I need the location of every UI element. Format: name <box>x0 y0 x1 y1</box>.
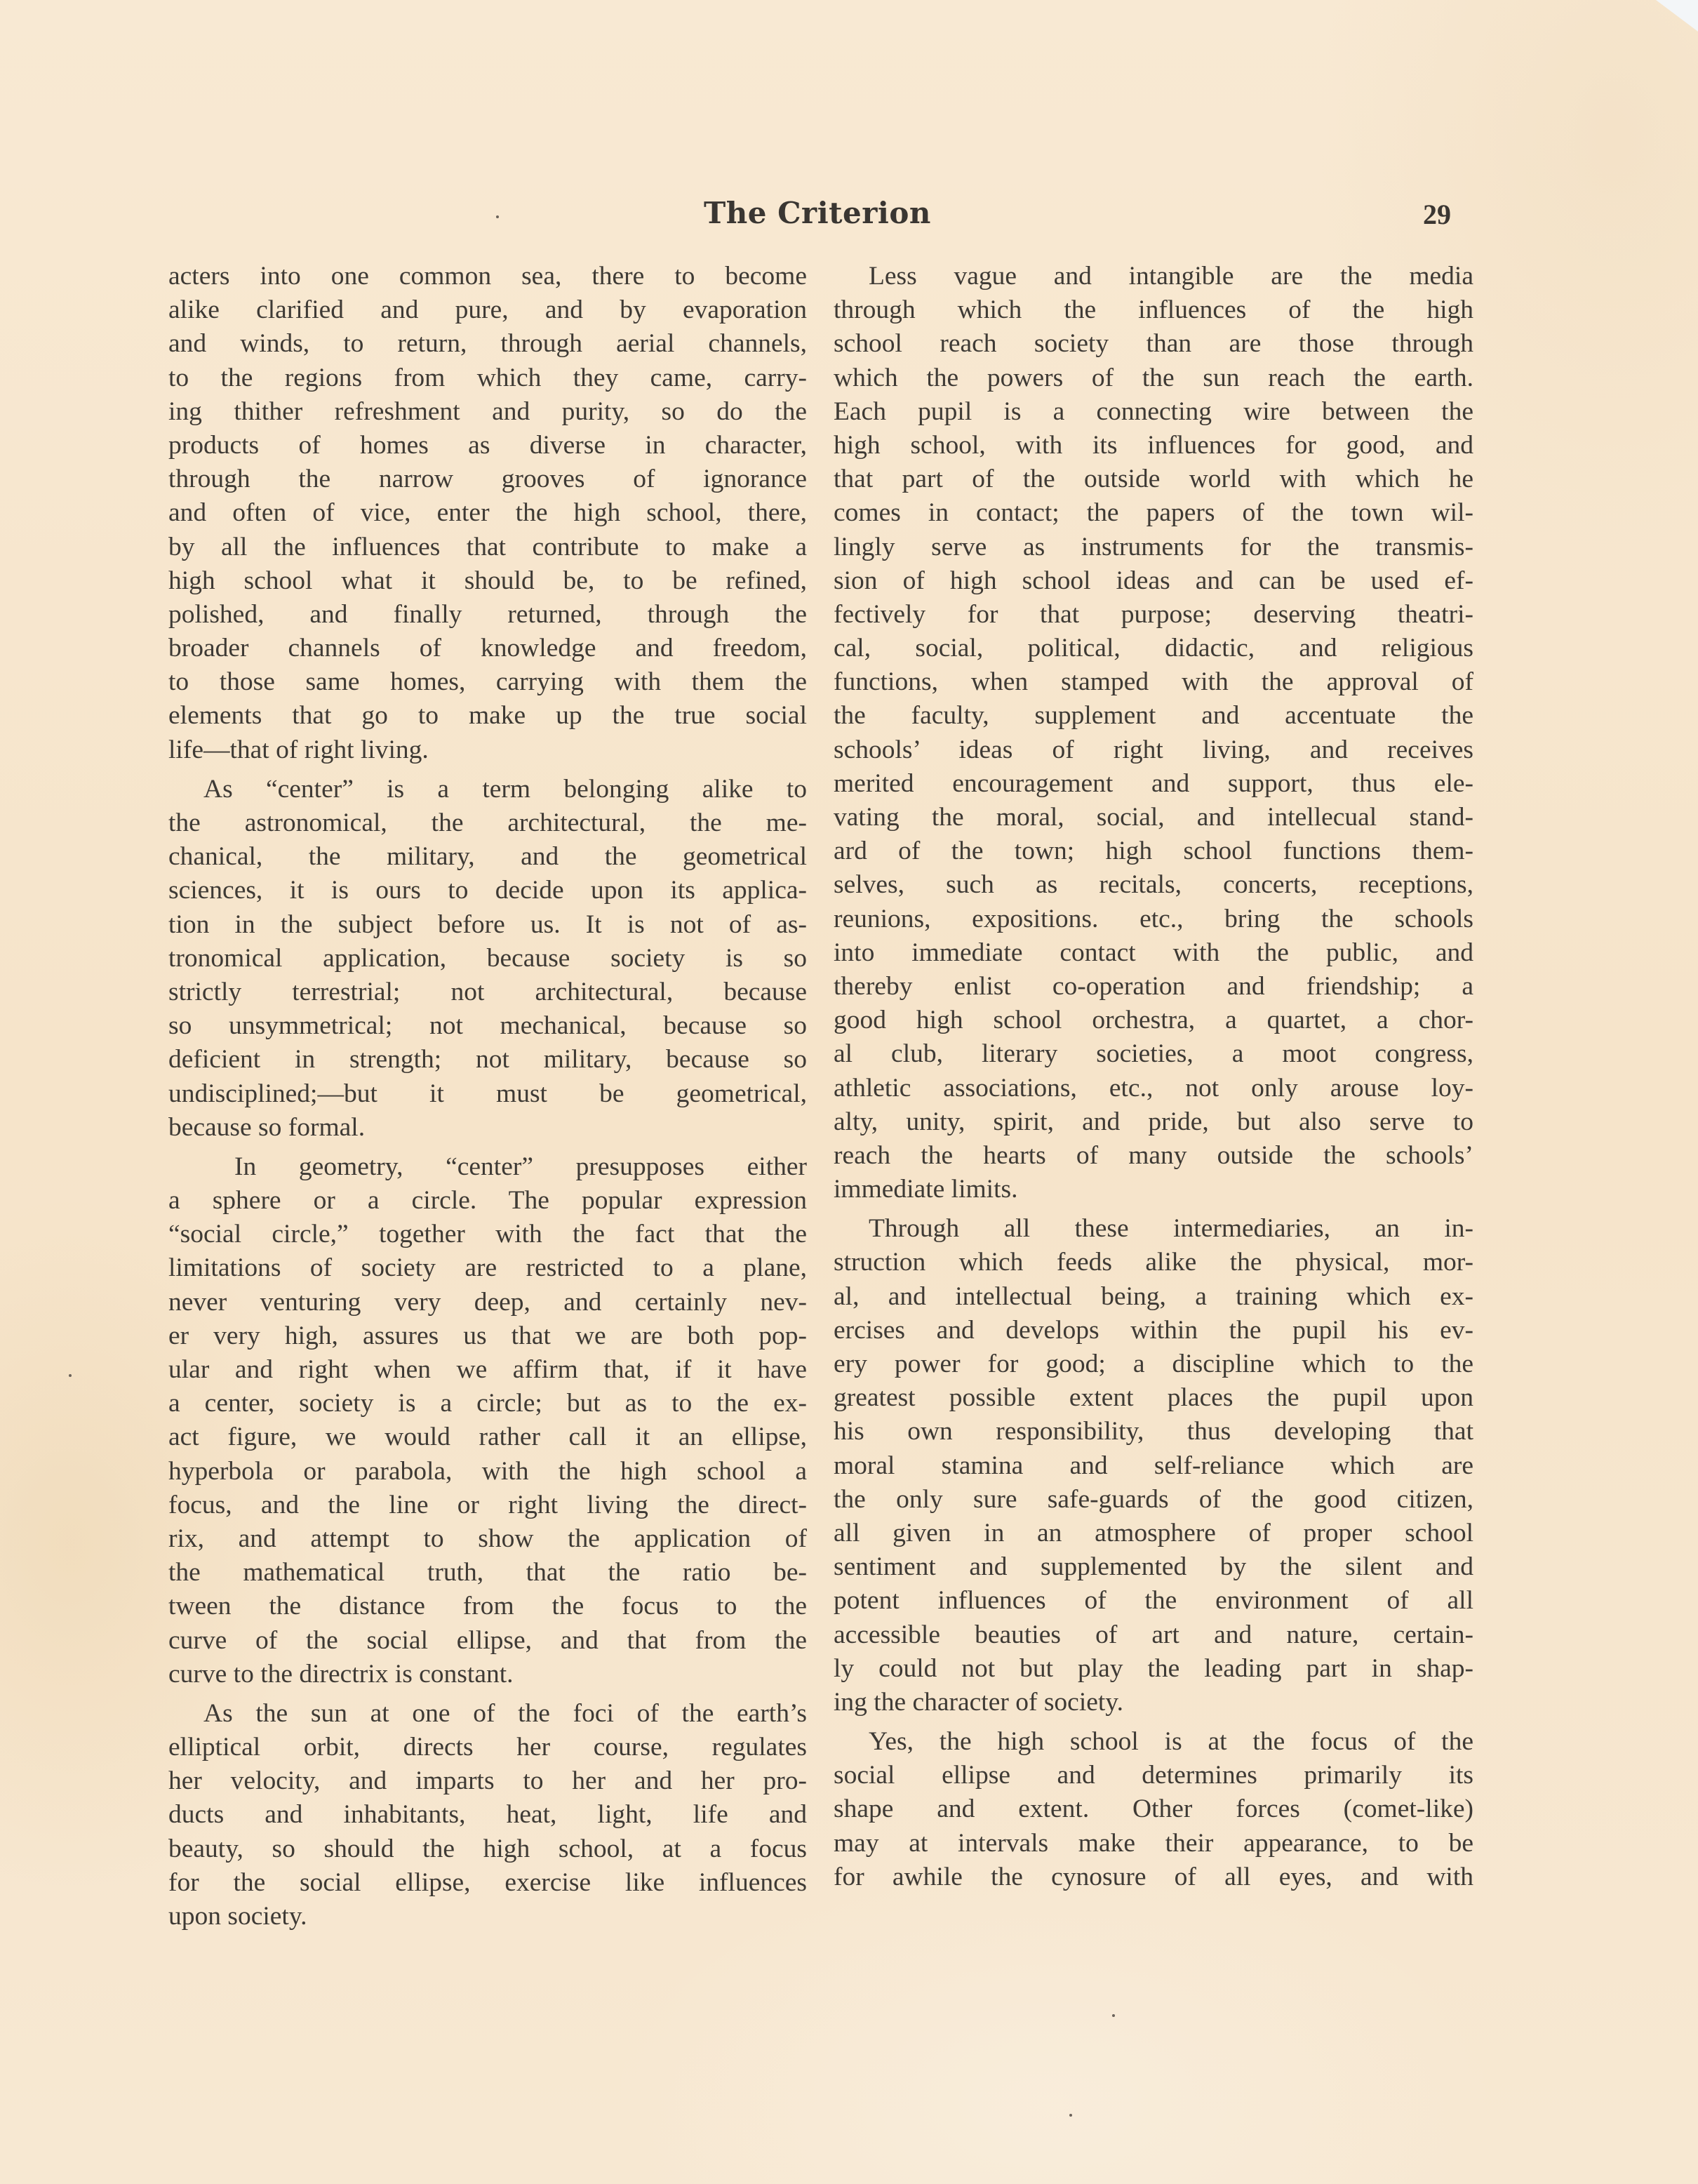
text-line: fectively for that purpose; deserving theatri- <box>834 599 1473 629</box>
paragraph-gap <box>168 1145 807 1150</box>
text-line: ing the character of society. <box>834 1687 1123 1717</box>
text-line: Each pupil is a connecting wire between the <box>834 397 1473 426</box>
text-line: Yes, the high school is at the focus of the <box>869 1727 1473 1757</box>
text-line: and winds, to return, through aerial channels, <box>168 329 807 359</box>
text-line: elements that go to make up the true social <box>168 701 807 731</box>
text-line: sciences, it is ours to decide upon its applica- <box>168 876 807 905</box>
text-line: lingly serve as instruments for the transmis- <box>834 532 1473 561</box>
text-line: struction which feeds alike the physical, mor- <box>834 1248 1473 1277</box>
paragraph-gap <box>834 1206 1473 1212</box>
text-line: rix, and attempt to show the application of <box>168 1524 807 1553</box>
text-line: strictly terrestrial; not architectural, because <box>168 977 807 1006</box>
text-line: comes in contact; the papers of the town wil- <box>834 498 1473 528</box>
text-line: thereby enlist co-operation and friendship; a <box>834 971 1473 1001</box>
text-line: reunions, expositions. etc., bring the schools <box>834 904 1473 933</box>
text-line: selves, such as recitals, concerts, receptions, <box>834 870 1473 900</box>
text-line: her velocity, and imparts to her and her pro- <box>168 1766 807 1796</box>
right-column <box>834 260 1473 1894</box>
paragraph <box>834 1212 1473 1719</box>
text-line: by all the influences that contribute to make a <box>168 532 807 561</box>
text-line: chanical, the military, and the geometrical <box>168 842 807 872</box>
text-line: cal, social, political, didactic, and religious <box>834 634 1473 663</box>
text-line: As “center” is a term belonging alike to <box>203 774 807 804</box>
text-line: Less vague and intangible are the media <box>869 262 1473 291</box>
text-line: elliptical orbit, directs her course, regulates <box>168 1733 807 1762</box>
text-line: act figure, we would rather call it an ellipse, <box>168 1423 807 1452</box>
text-line: into immediate contact with the public, and <box>834 938 1473 967</box>
text-line: and often of vice, enter the high school, there, <box>168 498 807 528</box>
text-line: curve to the directrix is constant. <box>168 1659 514 1689</box>
text-line: ercises and develops within the pupil his ev- <box>834 1315 1473 1345</box>
text-line: through the narrow grooves of ignorance <box>168 465 807 494</box>
text-line: all given in an atmosphere of proper school <box>834 1518 1473 1547</box>
text-line: potent influences of the environment of all <box>834 1586 1473 1616</box>
text-line: moral stamina and self-reliance which are <box>834 1451 1473 1480</box>
text-line: a center, society is a circle; but as to the ex- <box>168 1389 807 1418</box>
paragraph <box>168 773 807 1145</box>
text-line: so unsymmetrical; not mechanical, because so <box>168 1011 807 1041</box>
text-line: the astronomical, the architectural, the me- <box>168 808 807 837</box>
text-line: tween the distance from the focus to the <box>168 1592 807 1621</box>
text-line: tion in the subject before us. It is not of as- <box>168 910 807 939</box>
text-line: may at intervals make their appearance, to be <box>834 1828 1473 1858</box>
text-line: sentiment and supplemented by the silent and <box>834 1552 1473 1582</box>
text-line: vating the moral, social, and intellecual stand- <box>834 803 1473 832</box>
text-line: “social circle,” together with the fact that the <box>168 1220 807 1249</box>
text-line: sion of high school ideas and can be used ef- <box>834 566 1473 595</box>
text-line: ular and right when we affirm that, if it have <box>168 1355 807 1384</box>
text-line: that part of the outside world with which he <box>834 465 1473 494</box>
text-line: for awhile the cynosure of all eyes, and with <box>834 1862 1473 1891</box>
text-line: limitations of society are restricted to a plane, <box>168 1253 807 1283</box>
text-line: deficient in strength; not military, because so <box>168 1045 807 1074</box>
torn-corner <box>1656 0 1698 32</box>
paragraph <box>168 260 807 767</box>
text-line: ducts and inhabitants, heat, light, life and <box>168 1800 807 1830</box>
left-column <box>168 260 807 1933</box>
text-line: shape and extent. Other forces (comet-like) <box>834 1795 1473 1824</box>
text-line: broader channels of knowledge and freedom, <box>168 634 807 663</box>
paragraph <box>168 1697 807 1933</box>
text-line: ery power for good; a discipline which to the <box>834 1350 1473 1378</box>
text-line: er very high, assures us that we are both pop- <box>168 1321 807 1350</box>
text-line: to the regions from which they came, carry- <box>168 363 807 392</box>
text-line: upon society. <box>168 1902 307 1931</box>
text-line: hyperbola or parabola, with the high school a <box>168 1456 807 1486</box>
text-line: ly could not but play the leading part in shap- <box>834 1653 1473 1683</box>
paragraph-gap <box>168 1691 807 1697</box>
text-line: to those same homes, carrying with them the <box>168 667 807 697</box>
paragraph <box>168 1150 807 1691</box>
text-line: merited encouragement and support, thus ele- <box>834 768 1473 798</box>
page-number: 29 <box>1423 199 1451 230</box>
paragraph-gap <box>834 1719 1473 1725</box>
paragraph <box>834 1725 1473 1894</box>
ink-speck <box>69 1374 72 1377</box>
text-line: reach the hearts of many outside the schools’ <box>834 1140 1473 1170</box>
text-line: focus, and the line or right living the direct- <box>168 1490 807 1519</box>
text-line: In geometry, “center” presupposes either <box>234 1152 807 1181</box>
text-line: because so formal. <box>168 1112 366 1142</box>
text-line: curve of the social ellipse, and that from the <box>168 1625 807 1655</box>
text-line: high school what it should be, to be refined, <box>168 566 807 595</box>
text-line: social ellipse and determines primarily its <box>834 1761 1473 1790</box>
text-line: tronomical application, because society is so <box>168 943 807 973</box>
text-line: al, and intellectual being, a training which ex- <box>834 1281 1473 1311</box>
text-line: immediate limits. <box>834 1175 1018 1204</box>
text-line: good high school orchestra, a quartet, a chor- <box>834 1006 1473 1035</box>
text-line: which the powers of the sun reach the earth. <box>834 363 1473 392</box>
text-line: his own responsibility, thus developing that <box>834 1417 1473 1446</box>
text-line: greatest possible extent places the pupil upon <box>834 1383 1473 1413</box>
text-line: the mathematical truth, that the ratio be- <box>168 1558 807 1587</box>
text-line: Through all these intermediaries, an in- <box>869 1214 1473 1244</box>
text-line: alty, unity, spirit, and pride, but also serve to <box>834 1107 1473 1136</box>
text-line: al club, literary societies, a moot congress, <box>834 1039 1473 1069</box>
text-line: a sphere or a circle. The popular expression <box>168 1186 807 1216</box>
text-line: the only sure safe-guards of the good citizen, <box>834 1484 1473 1514</box>
text-line: ard of the town; high school functions them- <box>834 837 1473 866</box>
text-line: accessible beauties of art and nature, certain- <box>834 1620 1473 1649</box>
text-line: beauty, so should the high school, at a focus <box>168 1834 807 1863</box>
text-line: functions, when stamped with the approval of <box>834 667 1473 697</box>
text-line: school reach society than are those through <box>834 329 1473 359</box>
ink-speck <box>496 215 499 218</box>
paragraph-gap <box>168 767 807 773</box>
text-line: alike clarified and pure, and by evaporation <box>168 295 807 325</box>
text-line: high school, with its influences for good, and <box>834 430 1473 460</box>
ink-speck <box>1069 2114 1072 2117</box>
ink-speck <box>1112 2014 1115 2017</box>
text-line: schools’ ideas of right living, and receives <box>834 735 1473 764</box>
text-line: athletic associations, etc., not only arouse loy- <box>834 1073 1473 1103</box>
text-line: through which the influences of the high <box>834 295 1473 325</box>
running-title: The Criterion <box>704 196 931 230</box>
text-line: the faculty, supplement and accentuate the <box>834 701 1473 731</box>
paragraph <box>834 260 1473 1206</box>
text-line: polished, and finally returned, through the <box>168 599 807 629</box>
text-line: products of homes as diverse in character, <box>168 430 807 460</box>
text-line: As the sun at one of the foci of the earth’s <box>203 1698 807 1728</box>
text-line: acters into one common sea, there to become <box>168 262 807 291</box>
text-line: ing thither refreshment and purity, so do the <box>168 397 807 426</box>
text-line: undisciplined;—but it must be geometrical, <box>168 1079 807 1108</box>
text-line: never venturing very deep, and certainly nev- <box>168 1287 807 1317</box>
text-line: for the social ellipse, exercise like influences <box>168 1867 807 1897</box>
text-line: life—that of right living. <box>168 735 429 764</box>
